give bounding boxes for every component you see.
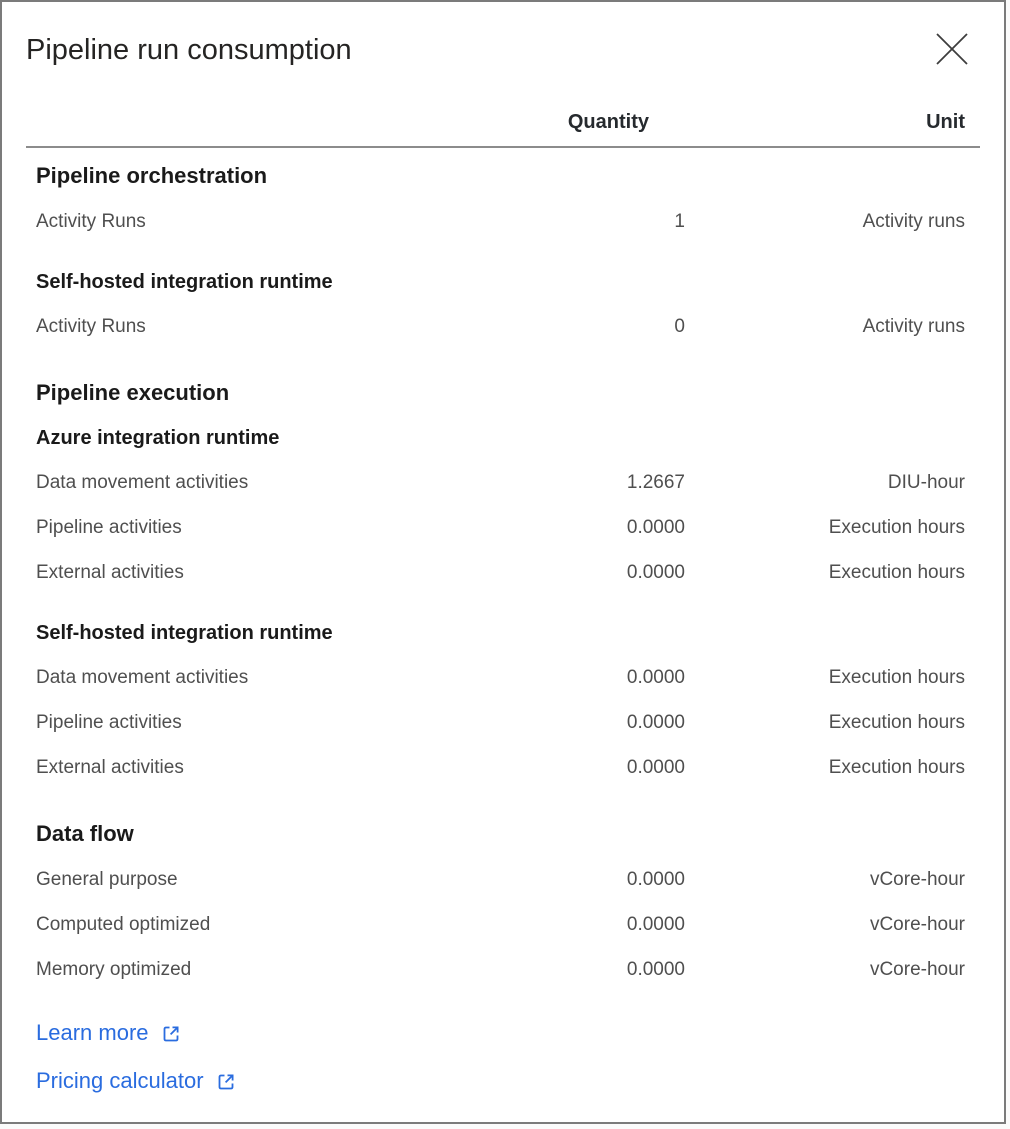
consumption-section [36, 162, 965, 234]
footer-link-label: Learn more [36, 1020, 149, 1045]
section-heading: Self-hosted integration runtime [36, 271, 333, 293]
table-header-row [2, 110, 1004, 134]
row-unit: vCore-hour [869, 914, 965, 935]
row-label: Pipeline activities [36, 517, 182, 538]
row-label: Computed optimized [36, 914, 211, 935]
close-button[interactable] [932, 29, 972, 69]
consumption-section [36, 621, 965, 780]
row-label: External activities [36, 562, 184, 583]
row-label: General purpose [36, 869, 178, 890]
row-quantity: 0.0000 [626, 959, 685, 980]
section-rows [36, 868, 965, 982]
section-rows [36, 666, 965, 780]
footer-link[interactable] [36, 1068, 237, 1094]
table-row [36, 315, 965, 339]
table-row [36, 516, 965, 540]
consumption-section [36, 270, 965, 339]
row-unit: vCore-hour [869, 869, 965, 890]
footer-links [36, 1020, 1004, 1094]
row-label: Pipeline activities [36, 712, 182, 733]
label-column-header [36, 110, 485, 134]
row-quantity: 0.0000 [626, 712, 685, 733]
section-rows [36, 315, 965, 339]
row-label: External activities [36, 757, 184, 778]
row-quantity: 0 [674, 316, 685, 337]
table-row [36, 868, 965, 892]
row-quantity: 1.2667 [626, 472, 685, 493]
row-quantity: 0.0000 [626, 914, 685, 935]
section-heading: Azure integration runtime [36, 427, 280, 449]
row-label: Data movement activities [36, 667, 249, 688]
table-row [36, 711, 965, 735]
row-quantity: 1 [674, 211, 685, 232]
section-heading: Pipeline orchestration [36, 163, 268, 188]
row-quantity: 0.0000 [626, 869, 685, 890]
quantity-column-header: Quantity [567, 111, 649, 133]
row-unit: vCore-hour [869, 959, 965, 980]
section-rows [36, 210, 965, 234]
row-quantity: 0.0000 [626, 667, 685, 688]
table-row [36, 756, 965, 780]
consumption-section [36, 820, 965, 982]
table-row [36, 913, 965, 937]
row-unit: DIU-hour [887, 472, 965, 493]
close-icon [934, 31, 970, 67]
row-unit: Execution hours [828, 757, 965, 778]
row-unit: Execution hours [828, 712, 965, 733]
external-link-icon [215, 1071, 237, 1093]
consumption-table-body [2, 162, 1004, 982]
row-unit: Activity runs [862, 316, 965, 337]
row-label: Data movement activities [36, 472, 249, 493]
footer-link-label: Pricing calculator [36, 1068, 204, 1093]
row-unit: Execution hours [828, 667, 965, 688]
row-label: Activity Runs [36, 211, 146, 232]
footer-link[interactable] [36, 1020, 182, 1046]
header-divider [26, 146, 980, 148]
consumption-section [36, 379, 965, 406]
external-link-icon [160, 1023, 182, 1045]
section-heading: Self-hosted integration runtime [36, 622, 333, 644]
dialog-title: Pipeline run consumption [26, 34, 352, 66]
row-label: Activity Runs [36, 316, 146, 337]
row-quantity: 0.0000 [626, 562, 685, 583]
table-row [36, 561, 965, 585]
table-row [36, 666, 965, 690]
row-label: Memory optimized [36, 959, 192, 980]
section-heading: Pipeline execution [36, 380, 230, 405]
row-quantity: 0.0000 [626, 517, 685, 538]
row-unit: Execution hours [828, 562, 965, 583]
section-rows [36, 471, 965, 585]
row-unit: Activity runs [862, 211, 965, 232]
table-row [36, 471, 965, 495]
section-heading: Data flow [36, 821, 134, 846]
table-row [36, 958, 965, 982]
table-row [36, 210, 965, 234]
unit-column-header: Unit [926, 111, 965, 133]
row-quantity: 0.0000 [626, 757, 685, 778]
consumption-section [36, 426, 965, 585]
row-unit: Execution hours [828, 517, 965, 538]
